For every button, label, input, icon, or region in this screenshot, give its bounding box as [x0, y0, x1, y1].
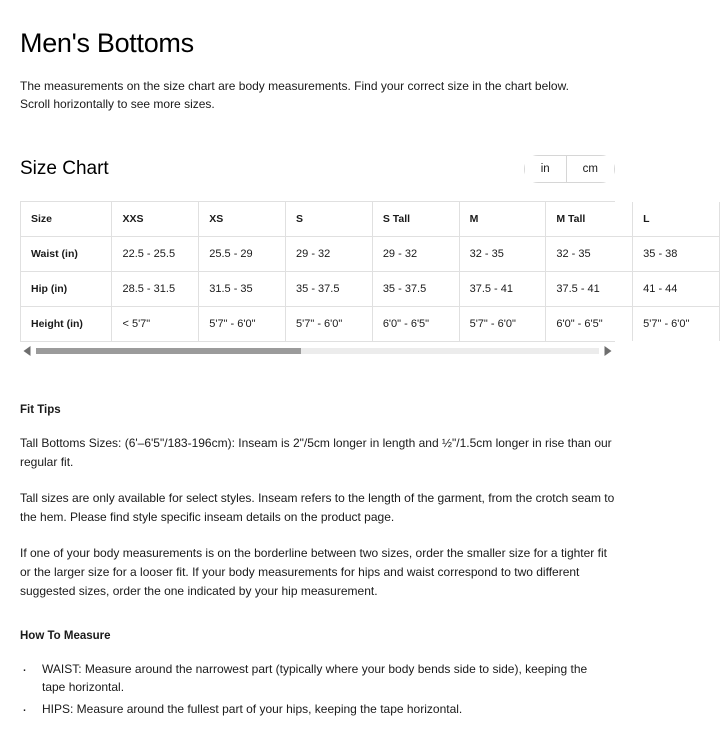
column-header-xs: XS	[199, 202, 286, 237]
fit-tips-paragraph-2: Tall sizes are only available for select styles. Inseam refers to the length of the garment, from the crotch seam to the hem. Please find style specific inseam details on the product page.	[20, 491, 615, 524]
how-to-measure-section	[20, 630, 615, 718]
cell-hip-xxs: 28.5 - 31.5	[112, 272, 199, 307]
page-title: Men's Bottoms	[20, 28, 194, 58]
list-item: · HIPS: Measure around the fullest part of your hips, keeping the tape horizontal.	[20, 700, 605, 718]
fit-tips-paragraph-1: Tall Bottoms Sizes: (6'–6'5"/183-196cm): Inseam is 2"/5cm longer in length and ½"/1.5cm longer in rise than our regular fit.	[20, 436, 612, 469]
cell-height-s: 5'7" - 6'0"	[286, 307, 373, 342]
column-header-s-tall: S Tall	[372, 202, 459, 237]
table-header-row	[21, 202, 720, 237]
row-label-height: Height (in)	[21, 307, 112, 342]
cell-height-m: 5'7" - 6'0"	[459, 307, 546, 342]
cell-hip-m-tall: 37.5 - 41	[546, 272, 633, 307]
cell-waist-l: 35 - 38	[633, 237, 720, 272]
unit-option-cm[interactable]: cm	[566, 156, 614, 182]
row-label-waist: Waist (in)	[21, 237, 112, 272]
intro-text: The measurements on the size chart are body measurements. Find your correct size in the chart below. Scroll horizontally to see more sizes.	[20, 79, 569, 111]
cell-height-xs: 5'7" - 6'0"	[199, 307, 286, 342]
cell-waist-xs: 25.5 - 29	[199, 237, 286, 272]
cell-height-l: 5'7" - 6'0"	[633, 307, 720, 342]
cell-waist-xxs: 22.5 - 25.5	[112, 237, 199, 272]
horizontal-scrollbar[interactable]	[20, 342, 615, 360]
cell-hip-l: 41 - 44	[633, 272, 720, 307]
size-chart-title: Size Chart	[20, 158, 109, 179]
cell-hip-s-tall: 35 - 37.5	[372, 272, 459, 307]
fit-tips-label: Fit Tips	[20, 404, 61, 416]
fit-tips-paragraph-3: If one of your body measurements is on the borderline between two sizes, order the smaller size for a tighter fit or the larger size for a looser fit. If your body measurements for hips and waist correspond to two different suggested sizes, order the one indicated by your hip measurement.	[20, 546, 607, 598]
cell-hip-m: 37.5 - 41	[459, 272, 546, 307]
cell-height-xxs: < 5'7"	[112, 307, 199, 342]
cell-hip-s: 35 - 37.5	[286, 272, 373, 307]
unit-option-in[interactable]: in	[525, 156, 566, 182]
column-header-s: S	[286, 202, 373, 237]
table-row	[21, 237, 720, 272]
cell-height-s-tall: 6'0" - 6'5"	[372, 307, 459, 342]
scroll-right-arrow-icon[interactable]	[603, 345, 613, 357]
size-chart-table	[20, 202, 720, 341]
column-header-xxs: XXS	[112, 202, 199, 237]
row-label-hip: Hip (in)	[21, 272, 112, 307]
fit-tips-section	[20, 404, 615, 600]
size-chart-table-wrapper	[20, 201, 690, 342]
cell-hip-xs: 31.5 - 35	[199, 272, 286, 307]
table-row	[21, 307, 720, 342]
column-header-m-tall: M Tall	[546, 202, 633, 237]
column-header-l: L	[633, 202, 720, 237]
cell-waist-s-tall: 29 - 32	[372, 237, 459, 272]
cell-height-m-tall: 6'0" - 6'5"	[546, 307, 633, 342]
cell-waist-m: 32 - 35	[459, 237, 546, 272]
cell-waist-s: 29 - 32	[286, 237, 373, 272]
list-item: · WAIST: Measure around the narrowest part (typically where your body bends side to side), keeping the tape horizontal.	[20, 660, 605, 696]
scrollbar-thumb[interactable]	[36, 348, 301, 354]
column-header-m: M	[459, 202, 546, 237]
column-header-size: Size	[21, 202, 112, 237]
how-to-measure-label: How To Measure	[20, 630, 111, 643]
table-row	[21, 272, 720, 307]
measure-list	[20, 660, 615, 718]
size-chart-header	[20, 155, 615, 183]
scroll-left-arrow-icon[interactable]	[22, 345, 32, 357]
scrollbar-track[interactable]	[36, 348, 599, 354]
cell-waist-m-tall: 32 - 35	[546, 237, 633, 272]
unit-toggle[interactable]	[524, 155, 615, 183]
